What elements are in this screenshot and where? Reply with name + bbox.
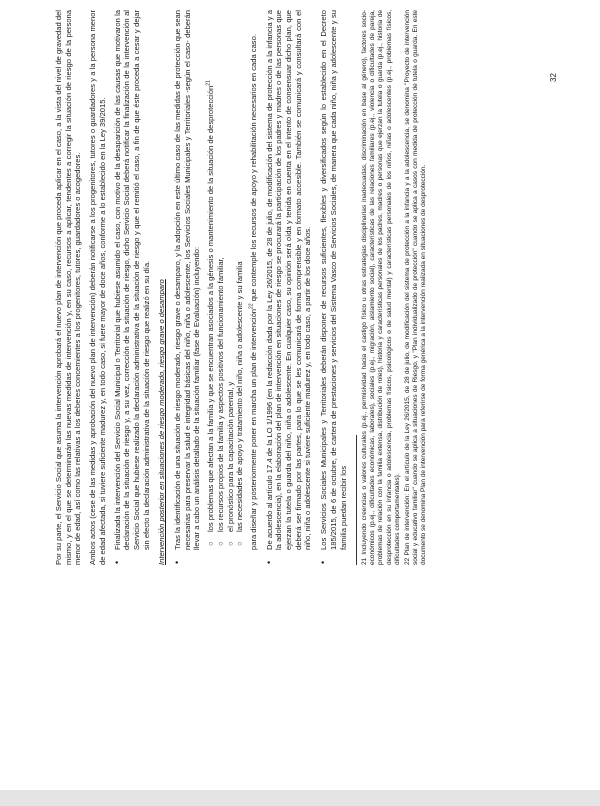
bullet-icon: • bbox=[318, 560, 329, 564]
bullet-tail-text: para diseñar y posteriormente poner en marcha un plan de intervención bbox=[248, 308, 258, 550]
sub-list-item: ○ las necesidades de apoyo y tratamiento del niño, niña o adolescente y su familia bbox=[235, 261, 245, 546]
paragraph-1: Por su parte, el Servicio Social que asuma la intervención aprobará el nuevo plan de intervención que proceda aplicar en el caso, a la vista del nivel de gravedad del mismo, y en el que se determinarán las nuevas medidas de intervención y, en su caso, recursos a aplicar, tendentes a corregir la situación de riesgo de la persona menor de edad, así como las relativas a los deberes concernientes a los progenitores, tutores, guardadores o acogedores. bbox=[54, 10, 83, 565]
footnote-divider bbox=[356, 435, 357, 565]
bullet-icon: • bbox=[111, 560, 122, 564]
bullet-item-1 bbox=[113, 10, 152, 565]
sub-list-item: ○ los recursos propios de la familia y aspectos positivos del funcionamiento familiar, bbox=[215, 257, 225, 546]
bullet-icon: • bbox=[172, 560, 183, 564]
bullet-item-4 bbox=[319, 10, 348, 565]
footnote-ref: 22 bbox=[248, 303, 255, 309]
bullet-text-2: Tras la identificación de una situación de riesgo moderado, riesgo grave o desamparo, y la adopción en este último caso de las medidas de protección que sean necesarias para preservar la salud e integridad básicas del niño, niña o adolescente, los Servicios Sociales Municipales y Territoriales -según el caso- deberán llevar a cabo un análisis detallado de la situación familiar (fase de Evaluación) incluyendo: bbox=[173, 10, 202, 550]
sub-list bbox=[206, 10, 245, 550]
paragraph-2: Ambos actos (cese de las medidas y aprobación del nuevo plan de intervención) deberán notificarse a los progenitores, tutores o guardadores y a la persona menor de edad afectada, si tuviere suficiente madurez y, en todo caso, si fuere mayor de doce años, conforme a lo establecido en la Ley 39/2015. bbox=[88, 10, 107, 565]
footnote-22: 22 Plan de intervención: En el artículo de la Ley 26/2015, de 28 de julio, de modificación del sistema de protección a la infancia y a la adolescencia, se denomina "Proyecto de intervención social y educativo familiar" cuando se aplica a situaciones de Riesgo, y "Plan individualizado de protección" cuando se aplica a casos con medida de protección de tutela o guarda. En este documento se denomina Plan de intervención para referirse de forma genérica a la intervención realizada en situaciones de desprotección. bbox=[403, 10, 427, 565]
rotated-text-block bbox=[54, 10, 506, 565]
bullet-text-4: Los Servicios Sociales Municipales y Territoriales deberán disponer de recursos suficientes, flexibles y diversificados según lo establecido en el Decreto 185/2015, de 6 de octubre, de cartera de prestaciones y servicios del Sistema Vasco de Servicios Sociales, de manera que cada niño, niña y adolescente y su familia puedan recibir los bbox=[319, 10, 348, 550]
footnote-21: 21 Incluyendo creencias o valores culturales (p.ej., permisividad hacia el castigo físico u otras estrategias disciplinarias inadecuadas, discriminación en base al género), factores socio-económicos (p.ej., dificultades económicas, laborales), sociales (p.ej., migración, aislamiento social), características de las relaciones familiares (p.ej., violencia o dificultades de pareja, problemas de relación con la familia extensa, distribución de roles), historia y características personales de los padres, madres o personas que ejerzan la tutela o guarda (p.ej., historia de desprotección en su infancia o adolescencia, problemas físicos, psicológicos o de salud mental) y características personales de los niños, niñas o adolescentes (p.ej., problemas físicos, dificultades comportamentales). bbox=[361, 10, 401, 565]
page-number: 32 bbox=[549, 73, 558, 82]
bullet-text-3: De acuerdo al artículo 17.4 de la LO 1/1996 (en la redacción dada por la Ley 26/2015, de 28 de julio, de modificación del sistema de protección a la infancia y a la adolescencia), en la elaboración del plan de intervención en situaciones de riesgo se procurará la participación de los padres y madres o de las personas que ejerzan la tutela o guarda del niño, niña o adolescente. En cualquier caso, su opinión será oída y tenida en cuenta en el intento de consensuar dicho plan, que deberá ser firmado por las partes, para lo que se les comunicará de forma comprensible y en formato accesible. También se comunicará y consultará con el niño, niña o adolescente si tuviere suficiente madurez y, en todo caso, a partir de los doce años. bbox=[264, 10, 313, 550]
circle-bullet-icon: ○ bbox=[225, 541, 235, 546]
bullet-item-3 bbox=[265, 10, 314, 565]
circle-bullet-icon: ○ bbox=[215, 541, 225, 546]
bullet-text-1: Finalizada la intervención del Servicio Social Municipal o Territorial que hubiese asumido el caso, con motivo de la desaparición de las causas que motivaron la declaración de la situación de riesgo y, a su vez, corrección de la situación de riesgo, dicho Servicio Social deberá notificar la finalización de la intervención al Servicio Social que hubiese realizado la declaración administrativa de la situación de riesgo y que el remitió el caso, a fin de que éste proceda a cesar y dejar sin efecto la declaración administrativa de la situación de riesgo que realizó en su día. bbox=[112, 10, 151, 550]
section-heading: Intervención posterior en situaciones de riesgo moderado, riesgo grave o desamparo bbox=[157, 279, 167, 565]
bullet-item-2 bbox=[173, 10, 259, 565]
sub-list-item: ○ el pronóstico para la capacitación parental, y bbox=[225, 381, 235, 546]
bullet-tail-end: que contemple los recursos de apoyo y rehabilitación necesarios en cada caso. bbox=[248, 34, 258, 304]
bullet-icon: • bbox=[263, 560, 274, 564]
viewer-bottom-bar bbox=[0, 790, 600, 806]
circle-bullet-icon: ○ bbox=[235, 541, 245, 546]
circle-bullet-icon: ○ bbox=[206, 541, 216, 546]
footnote-ref: 21 bbox=[205, 80, 212, 86]
sub-list-item: ○ los problemas que afectan a la familia y que se encuentran asociados a la génesis o mantenimiento de la situación de desprotección$^{21}$ bbox=[205, 80, 216, 546]
